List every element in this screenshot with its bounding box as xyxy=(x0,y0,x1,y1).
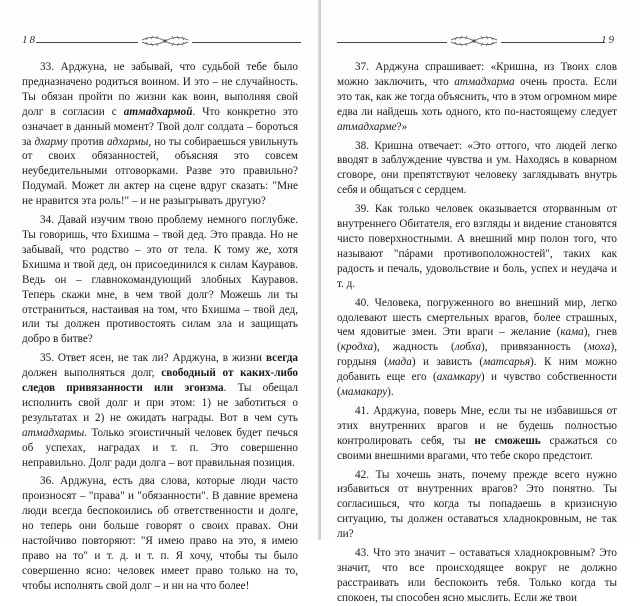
paragraph: 33. Арджуна, не забывай, что судьбой тебе было предназначено родиться воином. И это – не случайность. Ты обязан пройти по жизни как воин, выполняя свой долг в согласии с атмадхармой. Что конкретно это означает в данный момент? Твой долг солдата – бороться за дхарму против адхармы, но ты собираешься увильнуть от своих обязанностей, объясняя это совсем неубедительными отговорками. Разве это правильно? Подумай. Может ли актер на сцене вдруг сказать: "Мне не нравится эта роль!" – и не разыгрывать другую? xyxy=(22,61,299,208)
paragraph: 38. Кришна отвечает: «Это оттого, что людей легко вводят в заблуждение чувства и ум. Находясь в коварном сговоре, они препятствуют человеку заглядывать внутрь себя и общаться с сердцем. xyxy=(337,139,617,197)
bold-text: не сможешь xyxy=(474,434,541,447)
paragraph: 42. Ты хочешь знать, почему прежде всего нужно избавиться от внутренних врагов? Это понятно. Ты согласишься, что когда ты попадаешь в кризисную ситуацию, ты должен оставаться хладнокровным, не так ли? xyxy=(337,468,617,541)
page-header xyxy=(22,34,301,48)
italic-text: лобха xyxy=(454,341,482,354)
body-text xyxy=(22,60,298,594)
italic-text: кама xyxy=(560,326,584,339)
laurel-ornament-icon xyxy=(447,34,501,48)
header-rule-right xyxy=(501,42,605,43)
italic-text: атмадхармы xyxy=(22,426,85,439)
paragraph: 34. Давай изучим твою проблему немного поглубже. Ты говоришь, что Бхишма – твой дед. Это правда. Но не забывай, что родство – это от тела. К тому же, хотя Бхишма и твой дед, он присоединился к силам Кауравов. Ведь он – главнокомандующий злобных Кауравов. Теперь скажи мне, в чем твой долг? Можешь ли ты отстраниться, настаивая на том, что Бхишма – твой дед, или ты должен противостоять силам зла и защищать добро в битве? xyxy=(22,214,298,346)
header-rule-left xyxy=(337,42,447,43)
paragraph: 37. Арджуна спрашивает: «Кришна, из Твоих слов можно заключить, что атмадхарма очень проста. Если это так, как же тогда объяснить, что в этом огромном мире едва ли найдешь хоть одного, кто по-настоящему следует атмадхарме?» xyxy=(337,61,617,133)
paragraph: 35. Ответ ясен, не так ли? Арджуна, в жизни всегда должен выполняться долг, свободный от каких-либо следов привязанности или эгоизма. Ты обещал исполнить свой долг и при этом: 1) не заботиться о результатах и 2) не ожидать награды. Вот в чем суть атмадхармы. Только эгоистичный человек будет печься об успехах, наградах и т. п. Это совершенно неправильно. Долг ради долга – вот правильная позиция. xyxy=(22,352,298,469)
page-number: 18 xyxy=(22,34,37,46)
page-header xyxy=(337,34,616,48)
page-number: 19 xyxy=(601,34,616,46)
left-page xyxy=(0,0,319,592)
italic-text: кродха xyxy=(340,341,374,354)
bold-text: всегда xyxy=(265,352,298,365)
italic-text: мамакару xyxy=(340,386,388,399)
bold-text: свободный от каких-либо следов привязанности или эгоизма xyxy=(22,367,298,395)
paragraph: 43. Что это значит – оставаться хладнокровным? Это значит, что все происходящее вокруг не должно расстраивать или беспокоить тебя. Только когда ты спокоен, ты способен ясно мыслить. Если же твои xyxy=(337,547,617,604)
laurel-ornament-icon xyxy=(138,34,192,48)
italic-text: моха xyxy=(587,341,611,354)
paragraph: 41. Арджуна, поверь Мне, если ты не избавишься от этих внутренних врагов и не будешь полностью контролировать себя, ты не сможешь сражаться со своими внешними врагами, что тебе скоро предстоит. xyxy=(337,404,617,462)
italic-text: мада xyxy=(387,356,412,369)
italic-text: атмадхарме xyxy=(337,120,397,133)
header-rule-right xyxy=(192,42,301,43)
italic-text: матсарья xyxy=(483,356,531,369)
paragraph: 36. Арджуна, есть два слова, которые люди часто произносят – "права" и "обязанности". В давние времена люди всегда беспокоились об ответственности и долге, но теперь они больше говорят о своих правах. Они настойчиво повторяют: "Я имею право на это, я имею право на то" и т. д. и т. п. Я хочу, чтобы ты было совершенно ясно: человек имеет право только на то, чтобы исполнять свой долг – и ни на что более! xyxy=(22,475,298,592)
right-page xyxy=(321,0,640,604)
italic-text: дхарму xyxy=(34,135,68,148)
header-rule-left xyxy=(36,42,138,43)
paragraph: 39. Как только человек оказывается оторванным от внутреннего Обитателя, его взгляды и видение становятся чисто поверхностными. А внешний мир полон того, что называют "пáрами противоположностей", таких как радость и печаль, удовольствие и боль, успех и неудача и т. д. xyxy=(337,203,617,290)
italic-text: ахамкару xyxy=(436,371,481,384)
body-text xyxy=(337,60,617,606)
italic-text: атмадхарма xyxy=(454,75,515,88)
paragraph: 40. Человека, погруженного во внешний мир, легко одолевают шесть смертельных врагов, более страшных, чем ядовитые змеи. Эти враги – желание (кама), гнев (кродха), жадность (лобха), привязанность (моха), гордыня (мада) и зависть (матсарья). К ним можно добавить еще его (ахамкару) и чувство собственности (мамакару). xyxy=(337,296,617,399)
italic-text: атмадхармой xyxy=(123,105,193,118)
italic-text: адхармы xyxy=(106,135,149,148)
